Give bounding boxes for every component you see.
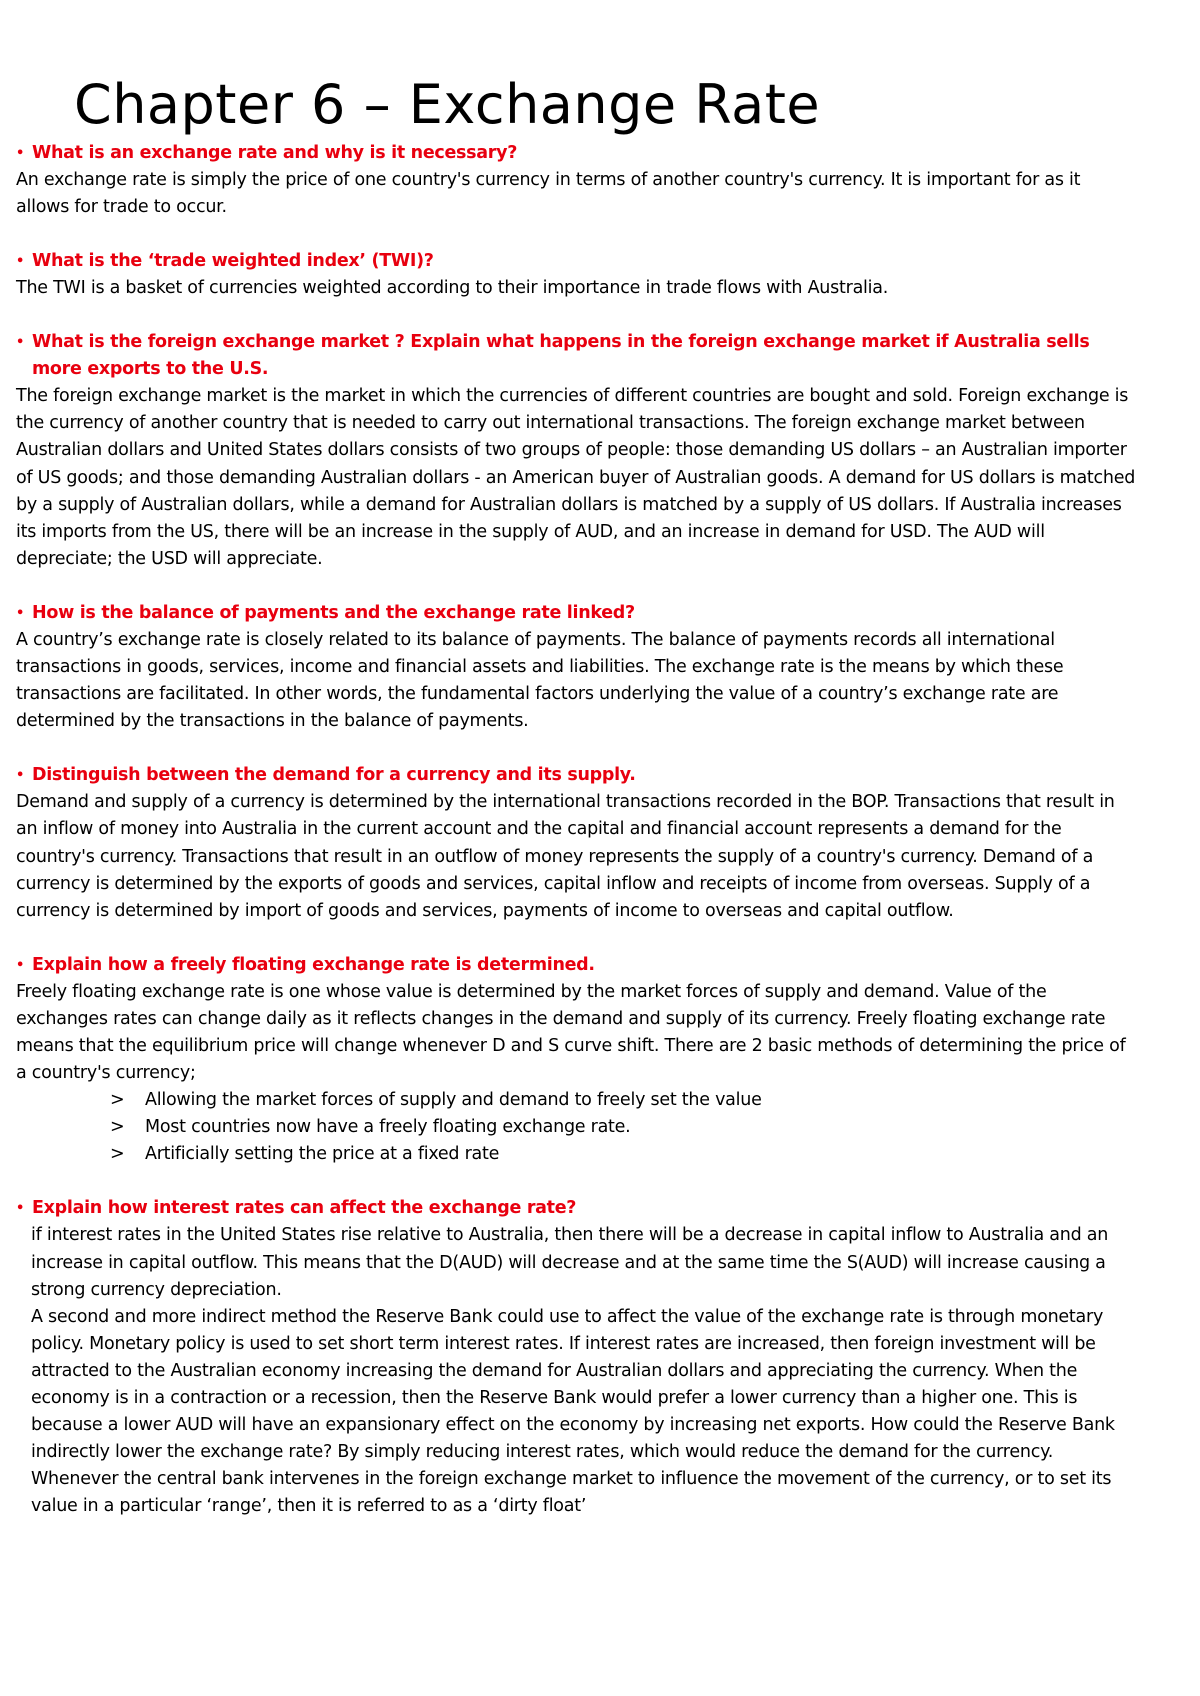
- list-item: [16, 1114, 1136, 1141]
- answer-paragraph: A country’s exchange rate is closely related to its balance of payments. The balance of payments records all international transactions in goods, services, income and financial assets and liabilities. The exchange rate is the means by which these transactions are facilitated. In other words, the fundamental factors underlying the value of a country’s exchange rate are determined by the transactions in the balance of payments.: [16, 629, 1064, 732]
- bullet-icon: •: [16, 146, 25, 161]
- answer-paragraph: if interest rates in the United States rise relative to Australia, then there will be a decrease in capital inflow to Australia and an increase in capital outflow. This means that the D(AUD) will decrease and at the same time the S(AUD) will increase causing a strong currency depreciation.: [31, 1225, 1109, 1300]
- arrow-bullet-icon: >: [110, 1090, 125, 1111]
- list-item-text: Artificially setting the price at a fixed rate: [145, 1144, 500, 1165]
- answer-paragraph: The TWI is a basket of currencies weighted according to their importance in trade flows with Australia.: [16, 278, 889, 299]
- answer-paragraph: Whenever the central bank intervenes in the foreign exchange market to influence the movement of the currency, or to set its value in a particular ‘range’, then it is referred to as a ‘dirty float’: [31, 1469, 1112, 1517]
- section-exchange-rate-definition: [16, 140, 1136, 221]
- answer-paragraph: An exchange rate is simply the price of one country's currency in terms of another country's currency. It is important for as it allows for trade to occur.: [16, 170, 1081, 218]
- list-item: [16, 1087, 1136, 1114]
- section-question: [16, 762, 1136, 789]
- arrow-bullet-icon: >: [110, 1117, 125, 1138]
- question-text: Explain how a freely floating exchange rate is determined.: [32, 954, 595, 975]
- section-question: [16, 952, 1136, 979]
- page-title: Chapter 6 – Exchange Rate: [74, 73, 821, 136]
- question-text: Distinguish between the demand for a currency and its supply.: [32, 765, 636, 786]
- bullet-icon: •: [16, 768, 25, 784]
- bullet-icon: •: [16, 957, 25, 973]
- bullet-icon: •: [16, 605, 25, 621]
- question-text: Explain how interest rates can affect the exchange rate?: [32, 1198, 577, 1219]
- question-text: How is the balance of payments and the exchange rate linked?: [32, 602, 635, 623]
- section-question: [16, 600, 1136, 627]
- bullet-icon: •: [16, 1201, 25, 1217]
- answer-paragraph: The foreign exchange market is the market in which the currencies of different countries are bought and sold. Foreign exchange is the currency of another country that is needed to carry out international transactions. The foreign exchange market between Australian dollars and United States dollars consists of two groups of people: those demanding US dollars – an Australian importer of US goods; and those demanding Australian dollars - an American buyer of Australian goods. A demand for US dollars is matched by a supply of Australian dollars, while a demand for Australian dollars is matched by a supply of US dollars. If Australia increases its imports from the US, there will be an increase in the supply of AUD, and an increase in demand for USD. The AUD will depreciate; the USD will appreciate.: [16, 386, 1136, 569]
- section-demand-supply: [16, 762, 1136, 924]
- section-balance-of-payments: [16, 600, 1136, 735]
- list-item-text: Most countries now have a freely floating exchange rate.: [145, 1117, 631, 1138]
- section-freely-floating: [16, 952, 1136, 1169]
- answer-paragraph: Freely floating exchange rate is one whose value is determined by the market forces of supply and demand. Value of the exchanges rates can change daily as it reflects changes in the demand and supply of its currency. Freely floating exchange rate means that the equilibrium price will change whenever D and S curve shift. There are 2 basic methods of determining the price of a country's currency;: [16, 981, 1126, 1084]
- question-text: What is an exchange rate and why is it necessary?: [32, 143, 518, 163]
- section-question: [16, 248, 1136, 275]
- document-page: [16, 70, 1136, 1547]
- bullet-icon: •: [16, 335, 25, 351]
- section-interest-rates: [16, 1195, 1136, 1520]
- methods-list: [16, 1087, 1136, 1168]
- question-text: What is the foreign exchange market ? Explain what happens in the foreign exchange market if Australia sells more exports to the U.S.: [32, 332, 1090, 380]
- section-twi: [16, 248, 1136, 302]
- answer-paragraph: Demand and supply of a currency is determined by the international transactions recorded in the BOP. Transactions that result in an inflow of money into Australia in the current account and the capital and financial account represents a demand for the country's currency. Transactions that result in an outflow of money represents the supply of a country's currency. Demand of a currency is determined by the exports of goods and services, capital inflow and receipts of income from overseas. Supply of a currency is determined by import of goods and services, payments of income to overseas and capital outflow.: [16, 792, 1115, 921]
- list-item: [16, 1141, 1136, 1168]
- section-question: [16, 1195, 1136, 1222]
- arrow-bullet-icon: >: [110, 1144, 125, 1165]
- question-text: What is the ‘trade weighted index’ (TWI)?: [32, 251, 434, 272]
- bullet-icon: •: [16, 254, 25, 270]
- section-question: [16, 140, 1136, 167]
- section-question: [16, 329, 1136, 383]
- list-item-text: Allowing the market forces of supply and demand to freely set the value: [145, 1090, 762, 1111]
- answer-paragraph: A second and more indirect method the Reserve Bank could use to affect the value of the exchange rate is through monetary policy. Monetary policy is used to set short term interest rates. If interest rates are increased, then foreign investment will be attracted to the Australian economy increasing the demand for Australian dollars and appreciating the currency. When the economy is in a contraction or a recession, then the Reserve Bank would prefer a lower currency than a higher one. This is because a lower AUD will have an expansionary effect on the economy by increasing net exports. How could the Reserve Bank indirectly lower the exchange rate? By simply reducing interest rates, which would reduce the demand for the currency.: [31, 1306, 1115, 1463]
- section-foreign-exchange-market: [16, 329, 1136, 573]
